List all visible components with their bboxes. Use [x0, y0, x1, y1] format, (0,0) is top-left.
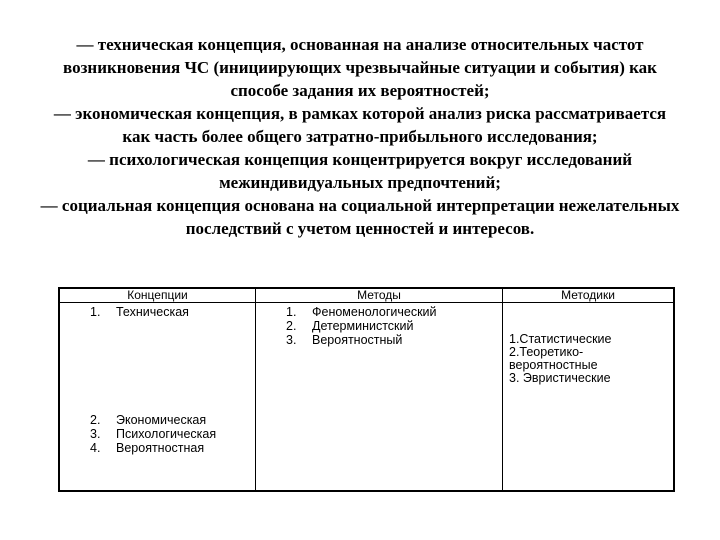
- concepts-list-top: [90, 305, 189, 319]
- method-item: 1. Феноменологический: [286, 305, 437, 319]
- concept-item: 1. Техническая: [90, 305, 189, 319]
- header-techniques: Методики: [503, 289, 673, 303]
- intro-paragraph-psychological: — психологическая концепция концентрируется вокруг исследований межиндивидуальных предпочтений;: [87, 150, 633, 192]
- concepts-cell: [60, 303, 256, 490]
- intro-paragraph-social: — социальная концепция основана на социальной интерпретации нежелательных последствий с учетом ценностей и интересов.: [40, 196, 680, 238]
- concepts-list-bottom: [90, 413, 216, 455]
- header-methods: Методы: [256, 289, 503, 303]
- technique-line: 1.Статистические: [509, 332, 612, 346]
- concept-item: 4. Вероятностная: [90, 441, 205, 455]
- intro-paragraph-technical: — техническая концепция, основанная на анализе относительных частот возникновения ЧС (инициирующих чрезвычайные ситуации и события) как способе задания их вероятностей;: [63, 35, 657, 100]
- intro-paragraph-economic: — экономическая концепция, в рамках которой анализ риска рассматривается как часть более общего затратно-прибыльного исследования;: [53, 104, 667, 146]
- technique-line: 2.Теоретико-: [509, 345, 584, 359]
- method-item: 3. Вероятностный: [286, 333, 403, 347]
- technique-line: 3. Эвристические: [509, 371, 611, 385]
- techniques-list: [509, 333, 612, 385]
- methods-list: [286, 305, 437, 347]
- methods-cell: [256, 303, 503, 490]
- concept-item: 3. Психологическая: [90, 427, 217, 441]
- concept-item: 2. Экономическая: [90, 413, 207, 427]
- concepts-table: [58, 287, 675, 492]
- intro-text: [40, 33, 680, 240]
- techniques-cell: [503, 303, 673, 490]
- technique-line: вероятностные: [509, 358, 598, 372]
- header-concepts: Концепции: [60, 289, 256, 303]
- method-item: 2. Детерминистский: [286, 319, 414, 333]
